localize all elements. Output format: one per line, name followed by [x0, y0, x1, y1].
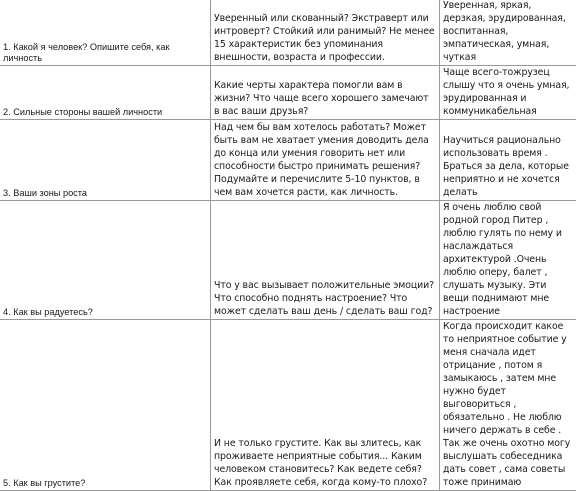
question-cell[interactable] — [0, 0, 211, 66]
answer-cell[interactable] — [440, 0, 576, 66]
answer-text: Чаще всего-тожрузец слышу что я очень умная, эрудированная и коммуникабельная — [443, 66, 575, 118]
hint-cell[interactable] — [211, 0, 440, 66]
answer-text: Научиться рационально использовать время . Браться за дела, которые неприятно и не хочется делать — [443, 134, 575, 199]
question-cell[interactable] — [0, 201, 211, 320]
hint-cell[interactable] — [211, 201, 440, 320]
table-row — [0, 120, 576, 201]
question-text: 2. Сильные стороны вашей личности — [3, 107, 207, 118]
question-text: 3. Ваши зоны роста — [3, 188, 207, 199]
hint-text: Уверенный или скованный? Экстраверт или интроверт? Стойкий или ранимый? Не менее 15 характеристик без упоминания внешности, возраста и профессии. — [214, 12, 436, 64]
question-text: 4. Как вы радуетесь? — [3, 307, 207, 318]
question-text: 1. Какой я человек? Опишите себя, как личность — [3, 42, 207, 64]
question-cell[interactable] — [0, 66, 211, 120]
hint-cell[interactable] — [211, 66, 440, 120]
table-row — [0, 320, 576, 491]
answer-text: Я очень люблю свой родной город Питер , люблю гулять по нему и наслаждаться архитектурой .Очень люблю оперу, балет , слушать музыку. Эти вещи поднимают мне настроение — [443, 201, 575, 318]
answer-cell[interactable] — [440, 320, 576, 491]
hint-text: Какие черты характера помогли вам в жизни? Что чаще всего хорошего замечают в вас ваши друзья? — [214, 79, 436, 118]
answer-cell[interactable] — [440, 120, 576, 201]
hint-text: Над чем бы вам хотелось работать? Может быть вам не хватает умения доводить дела до конца или умения говорить нет или способности быстро принимать решения? Подумайте и перечислите 5-10 пунктов, в чем вам хочется расти, как личность. — [214, 121, 436, 199]
hint-cell[interactable] — [211, 320, 440, 491]
table-row — [0, 201, 576, 320]
hint-text: И не только грустите. Как вы злитесь, как проживаете неприятные события... Каким человеком становитесь? Как ведете себя? Как проявляете себя, когда кому-то плохо? — [214, 437, 436, 489]
table-row — [0, 66, 576, 120]
answer-text: Когда происходит какое то неприятное событие у меня сначала идет отрицание , потом я замыкаюсь , затем мне нужно будет выговориться , обязательно . Не люблю ничего держать в себе . Так же очень охотно могу выслушать собеседника дать совет , сама советы тоже принимаю — [443, 320, 575, 489]
answer-cell[interactable] — [440, 201, 576, 320]
table-row — [0, 0, 576, 66]
answer-text: Уверенная, яркая, дерзкая, эрудированная, воспитанная, эмпатическая, умная, чуткая — [443, 0, 575, 64]
answer-cell[interactable] — [440, 66, 576, 120]
question-cell[interactable] — [0, 320, 211, 491]
question-text: 5. Как вы грустите? — [3, 478, 207, 489]
hint-cell[interactable] — [211, 120, 440, 201]
hint-text: Что у вас вызывает положительные эмоции? Что способно поднять настроение? Что может сделать ваш день / сделать ваш год? — [214, 279, 436, 318]
question-cell[interactable] — [0, 120, 211, 201]
